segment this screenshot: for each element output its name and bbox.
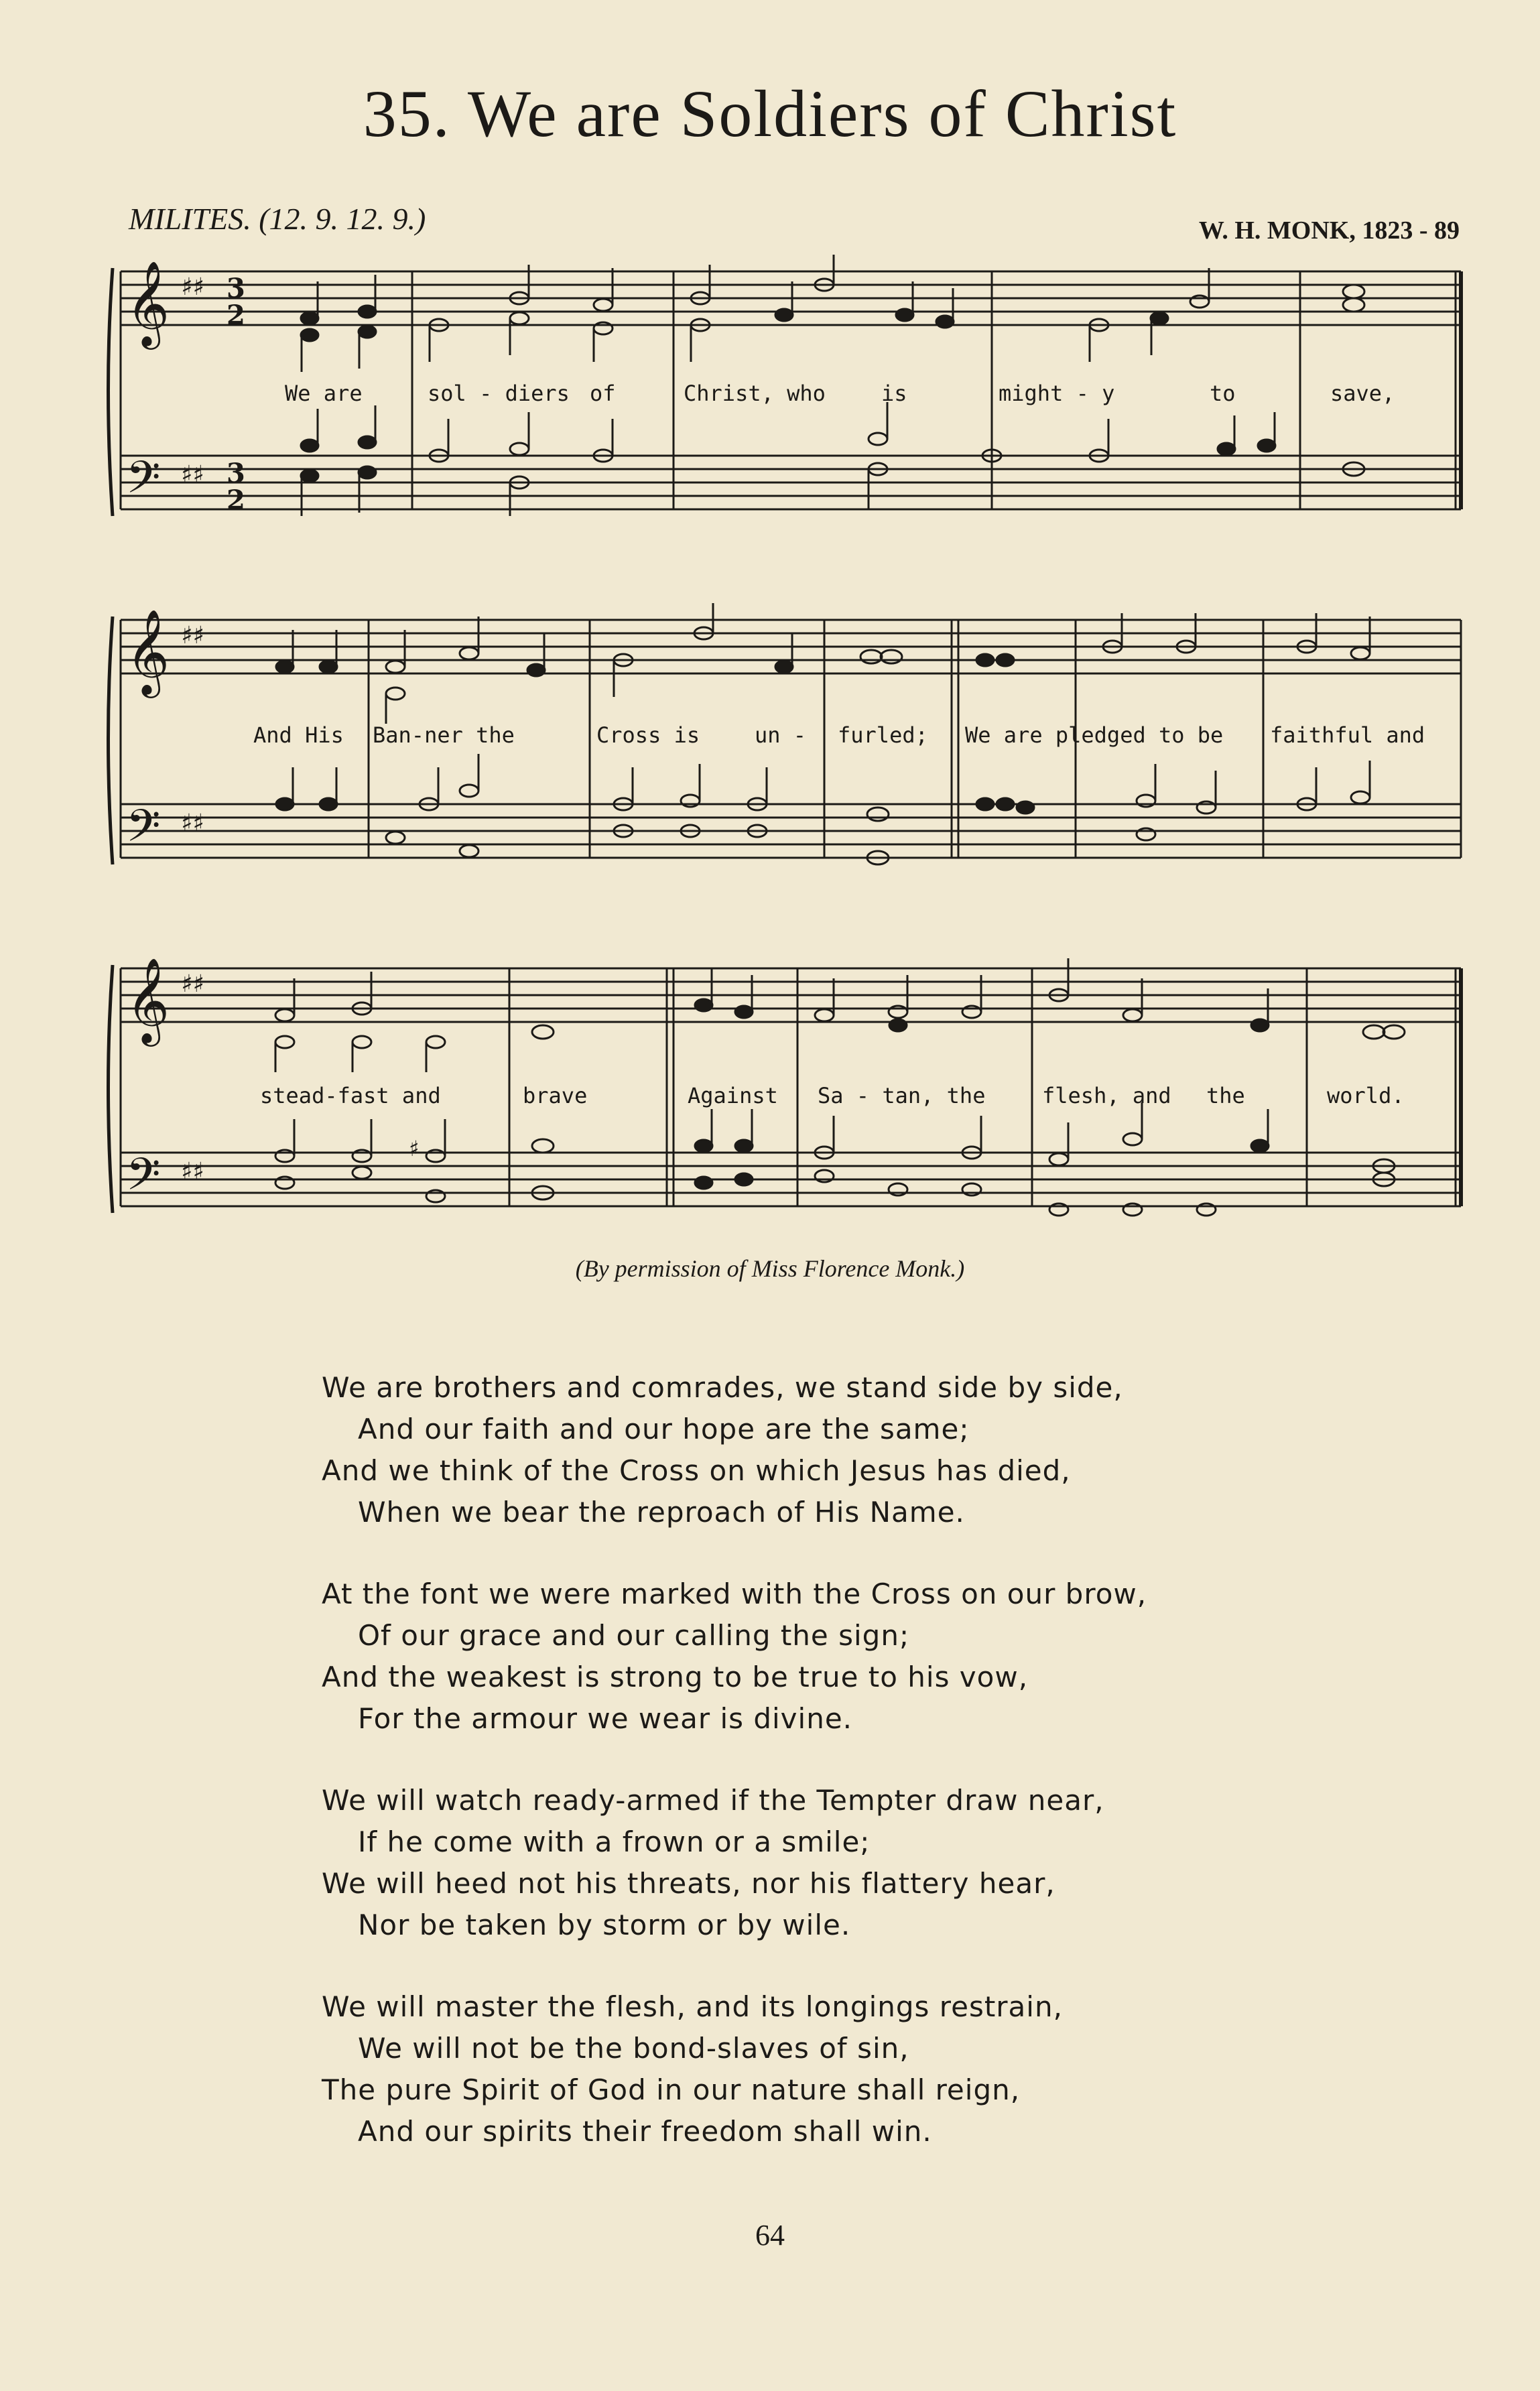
svg-text:♯♯: ♯♯: [181, 1158, 204, 1185]
lyric: save,: [1330, 381, 1395, 406]
svg-text:♯♯: ♯♯: [181, 810, 204, 837]
verse-line: We will master the flesh, and its longings restrain,: [322, 1990, 1063, 2023]
svg-text:𝄞: 𝄞: [126, 608, 170, 694]
lyric: the: [1206, 1083, 1245, 1108]
lyric: world.: [1327, 1083, 1405, 1108]
lyric: We are: [285, 381, 363, 406]
verse-line: We will heed not his threats, nor his flattery hear,: [322, 1867, 1055, 1900]
verses: [322, 1367, 1260, 2193]
svg-text:𝄢: 𝄢: [126, 452, 161, 514]
hymn-title: 35. We are Soldiers of Christ: [363, 76, 1177, 151]
lyric: of: [590, 381, 616, 406]
svg-text:2: 2: [227, 300, 245, 331]
svg-text:3: 3: [227, 273, 245, 304]
composer: W. H. MONK, 1823 - 89: [1198, 216, 1460, 245]
lyric: Ban-ner the: [373, 722, 515, 748]
svg-text:♯♯: ♯♯: [181, 461, 204, 489]
verse-line: We will watch ready-armed if the Tempter draw near,: [322, 1784, 1104, 1817]
lyric: to: [1210, 381, 1236, 406]
lyric: And His: [253, 722, 344, 748]
svg-text:♯♯: ♯♯: [181, 970, 204, 998]
lyric: might - y: [999, 381, 1115, 406]
lyric: Sa - tan, the: [818, 1083, 986, 1108]
lyric: We are pledged to be: [965, 722, 1224, 748]
music-system-3: [101, 952, 1468, 1233]
verse-line: At the font we were marked with the Cross on our brow,: [322, 1577, 1147, 1610]
svg-text:♯♯: ♯♯: [181, 622, 204, 649]
verse-line: Of our grace and our calling the sign;: [358, 1619, 910, 1652]
verse-line: Nor be taken by storm or by wile.: [358, 1909, 851, 1941]
verse-line: For the armour we wear is divine.: [358, 1702, 853, 1735]
lyrics-row-1: [101, 381, 1468, 414]
lyric: sol - diers: [428, 381, 570, 406]
svg-text:♯: ♯: [409, 1136, 420, 1161]
verse-line: And the weakest is strong to be true to his vow,: [322, 1661, 1029, 1693]
lyric: flesh, and: [1042, 1083, 1171, 1108]
lyric: brave: [523, 1083, 588, 1108]
lyric: Christ, who: [684, 381, 826, 406]
music-system-2: [101, 603, 1468, 885]
svg-text:2: 2: [227, 484, 245, 516]
lyrics-row-3: [101, 1083, 1468, 1116]
stanza-1: [322, 1367, 1260, 1533]
verse-line: When we bear the reproach of His Name.: [358, 1496, 965, 1529]
svg-text:♯♯: ♯♯: [181, 273, 204, 301]
stanza-3: [322, 1780, 1260, 1946]
verse-line: And our spirits their freedom shall win.: [358, 2115, 932, 2148]
verse-line: If he come with a frown or a smile;: [358, 1825, 871, 1858]
lyric: Cross is: [596, 722, 700, 748]
page-number: 64: [755, 2219, 785, 2252]
stanza-4: [322, 1986, 1260, 2152]
music-system-1: [101, 255, 1468, 536]
verse-line: We will not be the bond-slaves of sin,: [358, 2032, 909, 2065]
permission-note: (By permission of Miss Florence Monk.): [575, 1255, 965, 1282]
svg-text:𝄞: 𝄞: [126, 957, 170, 1043]
lyric: un -: [755, 722, 807, 748]
verse-line: And we think of the Cross on which Jesus has died,: [322, 1454, 1071, 1487]
lyrics-row-2: [101, 722, 1468, 756]
lyric: Against: [688, 1083, 778, 1108]
svg-text:𝄢: 𝄢: [126, 1149, 161, 1211]
lyric: stead-fast and: [260, 1083, 441, 1108]
tune-name: MILITES. (12. 9. 12. 9.): [129, 202, 426, 236]
lyric: is: [881, 381, 907, 406]
svg-text:𝄢: 𝄢: [126, 800, 161, 862]
svg-text:3: 3: [227, 458, 245, 489]
verse-line: And our faith and our hope are the same;: [358, 1413, 970, 1445]
verse-line: The pure Spirit of God in our nature shall reign,: [322, 2073, 1021, 2106]
verse-line: We are brothers and comrades, we stand side by side,: [322, 1371, 1123, 1404]
lyric: faithful and: [1270, 722, 1425, 748]
svg-text:𝄞: 𝄞: [126, 260, 170, 346]
lyric: furled;: [838, 722, 928, 748]
stanza-2: [322, 1573, 1260, 1740]
